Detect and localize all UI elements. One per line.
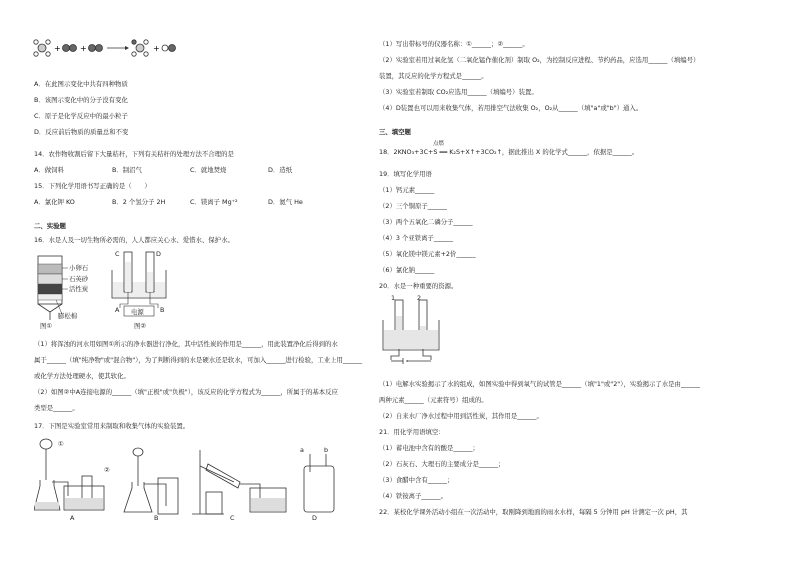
apparatus-mark-b: b xyxy=(324,446,329,454)
q16-line-4: （2）如图②中A连接电源的______（填"正极"或"负极"），该反应的化学方程式为______，所属于的基本反应 xyxy=(34,388,338,396)
q20-electrolysis-figure xyxy=(381,294,443,368)
q16-line-5: 类型是______。 xyxy=(34,404,79,412)
q15-option-d: D．氦气 He xyxy=(268,198,303,206)
svg-text:+: + xyxy=(153,44,160,53)
q19-item-5: （5）氧化镁中镁元素+2价______ xyxy=(379,250,476,258)
q14-option-b: B．制沼气 xyxy=(112,166,142,174)
q15-option-a: A．氯化钾 KO xyxy=(34,198,75,206)
q17-part-4: （4）D装置也可以用来收集气体，若用排空气法收集 O₂，O₂从______（填"a"或"b"）通入。 xyxy=(379,104,643,112)
q17-part-3: （3）实验室若制取 CO₂应选用______（填编号）装置。 xyxy=(379,88,538,96)
q20-line-1: （1）电解水实验揭示了水的组成，如图实验中得到氧气的试管是______（填"1"或"2"），实验揭示了水是由______ xyxy=(379,380,701,388)
filter-label-pebbles: 小卵石 xyxy=(69,264,89,272)
figure-2-caption: 图② xyxy=(134,322,147,330)
filter-label-sand: 石英砂 xyxy=(69,275,89,283)
q21-item-3: （3）食醋中含有______； xyxy=(379,476,454,484)
q22: 22．某校化学课外活动小组在一次活动中，取刚降到地面的雨水水样，每隔 5 分钟用 pH 计测定一次 pH，其 xyxy=(379,508,688,516)
q13-option-d: D．反应前后物质的质量总和不变 xyxy=(34,128,129,136)
q20-line-2: 两种元素______（元素符号）组成的。 xyxy=(379,396,488,404)
filter-label-carbon: 活性炭 xyxy=(69,285,89,293)
power-supply-label: 电源 xyxy=(131,308,144,316)
svg-text:+: + xyxy=(80,44,87,53)
q13-option-b: B．该图示变化中的分子没有变化 xyxy=(34,96,128,104)
q17-part-1: （1）写出带标号的仪器名称：①______；②______。 xyxy=(379,40,529,48)
q14-option-d: D．造纸 xyxy=(268,166,293,174)
section-heading-fill: 三、填空题 xyxy=(379,128,411,136)
svg-text:+: + xyxy=(54,44,61,53)
q14-option-a: A．做饲料 xyxy=(34,166,64,174)
apparatus-label-b: B xyxy=(154,514,159,522)
electrolysis-label-c: C xyxy=(115,250,120,258)
section-heading-experiment: 二、实验题 xyxy=(34,222,66,230)
gas-apparatus-figure xyxy=(34,436,354,520)
q18: 18．2KNO₃+3C+S ══ K₂S+X↑+3CO₂↑，据此推出 X 的化学式______，依据是______。 xyxy=(379,148,639,156)
q17-stem: 17．下图是实验室常用来制取和收集气体的实验装置。 xyxy=(34,422,190,430)
figure-1-caption: 图① xyxy=(40,322,53,330)
electrolysis-label-d: D xyxy=(156,250,161,258)
filter-label-cotton: 膨松棉 xyxy=(58,312,78,320)
q16-line-1: （1）将浑浊的河水用如图①所示的净水器进行净化，其中活性炭的作用是______，用此装置净化后得到的水 xyxy=(34,340,338,348)
q16-line-3: 或化学方法处理硬水，使其软化。 xyxy=(34,372,130,380)
q18-condition: 点燃 xyxy=(433,141,445,147)
molecule-reaction-diagram xyxy=(30,36,190,60)
q19-item-1: （1）钙元素______ xyxy=(379,186,435,194)
q21-stem: 21．用化学用语填空： xyxy=(379,428,445,436)
q15-stem: 15．下列化学用语书写正确的是（ ） xyxy=(34,182,151,190)
q19-item-6: （6）氯化钠______ xyxy=(379,266,435,274)
q14-option-c: C．就地焚烧 xyxy=(190,166,227,174)
apparatus-label-c: C xyxy=(230,514,235,522)
electrolysis-label-b: B xyxy=(160,306,165,314)
q16-stem: 16．水是人及一切生物所必需的，人人都应关心水、爱惜水、保护水。 xyxy=(34,236,234,244)
electrolysis-label-a: A xyxy=(115,306,120,314)
q16-line-2: 属于______（填"纯净物"或"混合物"），为了判断得到的水是硬水还是软水，可加入______进行检验，工业上用______ xyxy=(34,356,363,364)
q21-item-1: （1）蓄电池中含有的酸是______； xyxy=(379,444,479,452)
q17-part-2-cont: 装置，其反应的化学方程式是______。 xyxy=(379,72,488,80)
q15-option-c: C．镁离子 Mg⁺² xyxy=(190,198,238,206)
q19-item-2: （2）三个铜原子______ xyxy=(379,202,447,210)
q21-item-4: （4）铁铵离子______。 xyxy=(379,492,447,500)
q20-stem: 20．水是一种重要的资源。 xyxy=(379,282,458,290)
apparatus-mark-2: ② xyxy=(104,466,110,474)
q13-option-a: A．在此图示变化中共有四种物质 xyxy=(34,80,128,88)
apparatus-label-a: A xyxy=(70,514,75,522)
apparatus-label-d: D xyxy=(312,514,317,522)
q17-part-2: （2）实验室若用过氧化氢（二氧化锰作催化剂）制取 O₂，为控制反应进程、节约药品，应选用______（填编号） xyxy=(379,56,700,64)
apparatus-mark-1: ① xyxy=(58,440,64,448)
right-column xyxy=(379,0,794,562)
q19-item-4: （4）3 个亚铁离子______ xyxy=(379,234,454,242)
q13-option-c: C．原子是化学反应中的最小粒子 xyxy=(34,112,128,120)
tube-label-1: 1 xyxy=(391,294,396,302)
q15-option-b: B．2 个氢分子 2H xyxy=(112,198,166,206)
q21-item-2: （2）石灰石、大理石的主要成分是______； xyxy=(379,460,505,468)
tube-label-2: 2 xyxy=(417,294,422,302)
q19-stem: 19．填写化学用语 xyxy=(379,170,432,178)
q19-item-3: （3）两个五氧化二磷分子______ xyxy=(379,218,473,226)
apparatus-mark-a: a xyxy=(300,446,304,454)
q14-stem: 14．农作物收割后留下大量秸秆，下列有关秸秆的处理方法不合理的是 xyxy=(34,150,234,158)
q20-line-3: （2）自来水厂净水过程中用到活性炭，其作用是______。 xyxy=(379,412,543,420)
